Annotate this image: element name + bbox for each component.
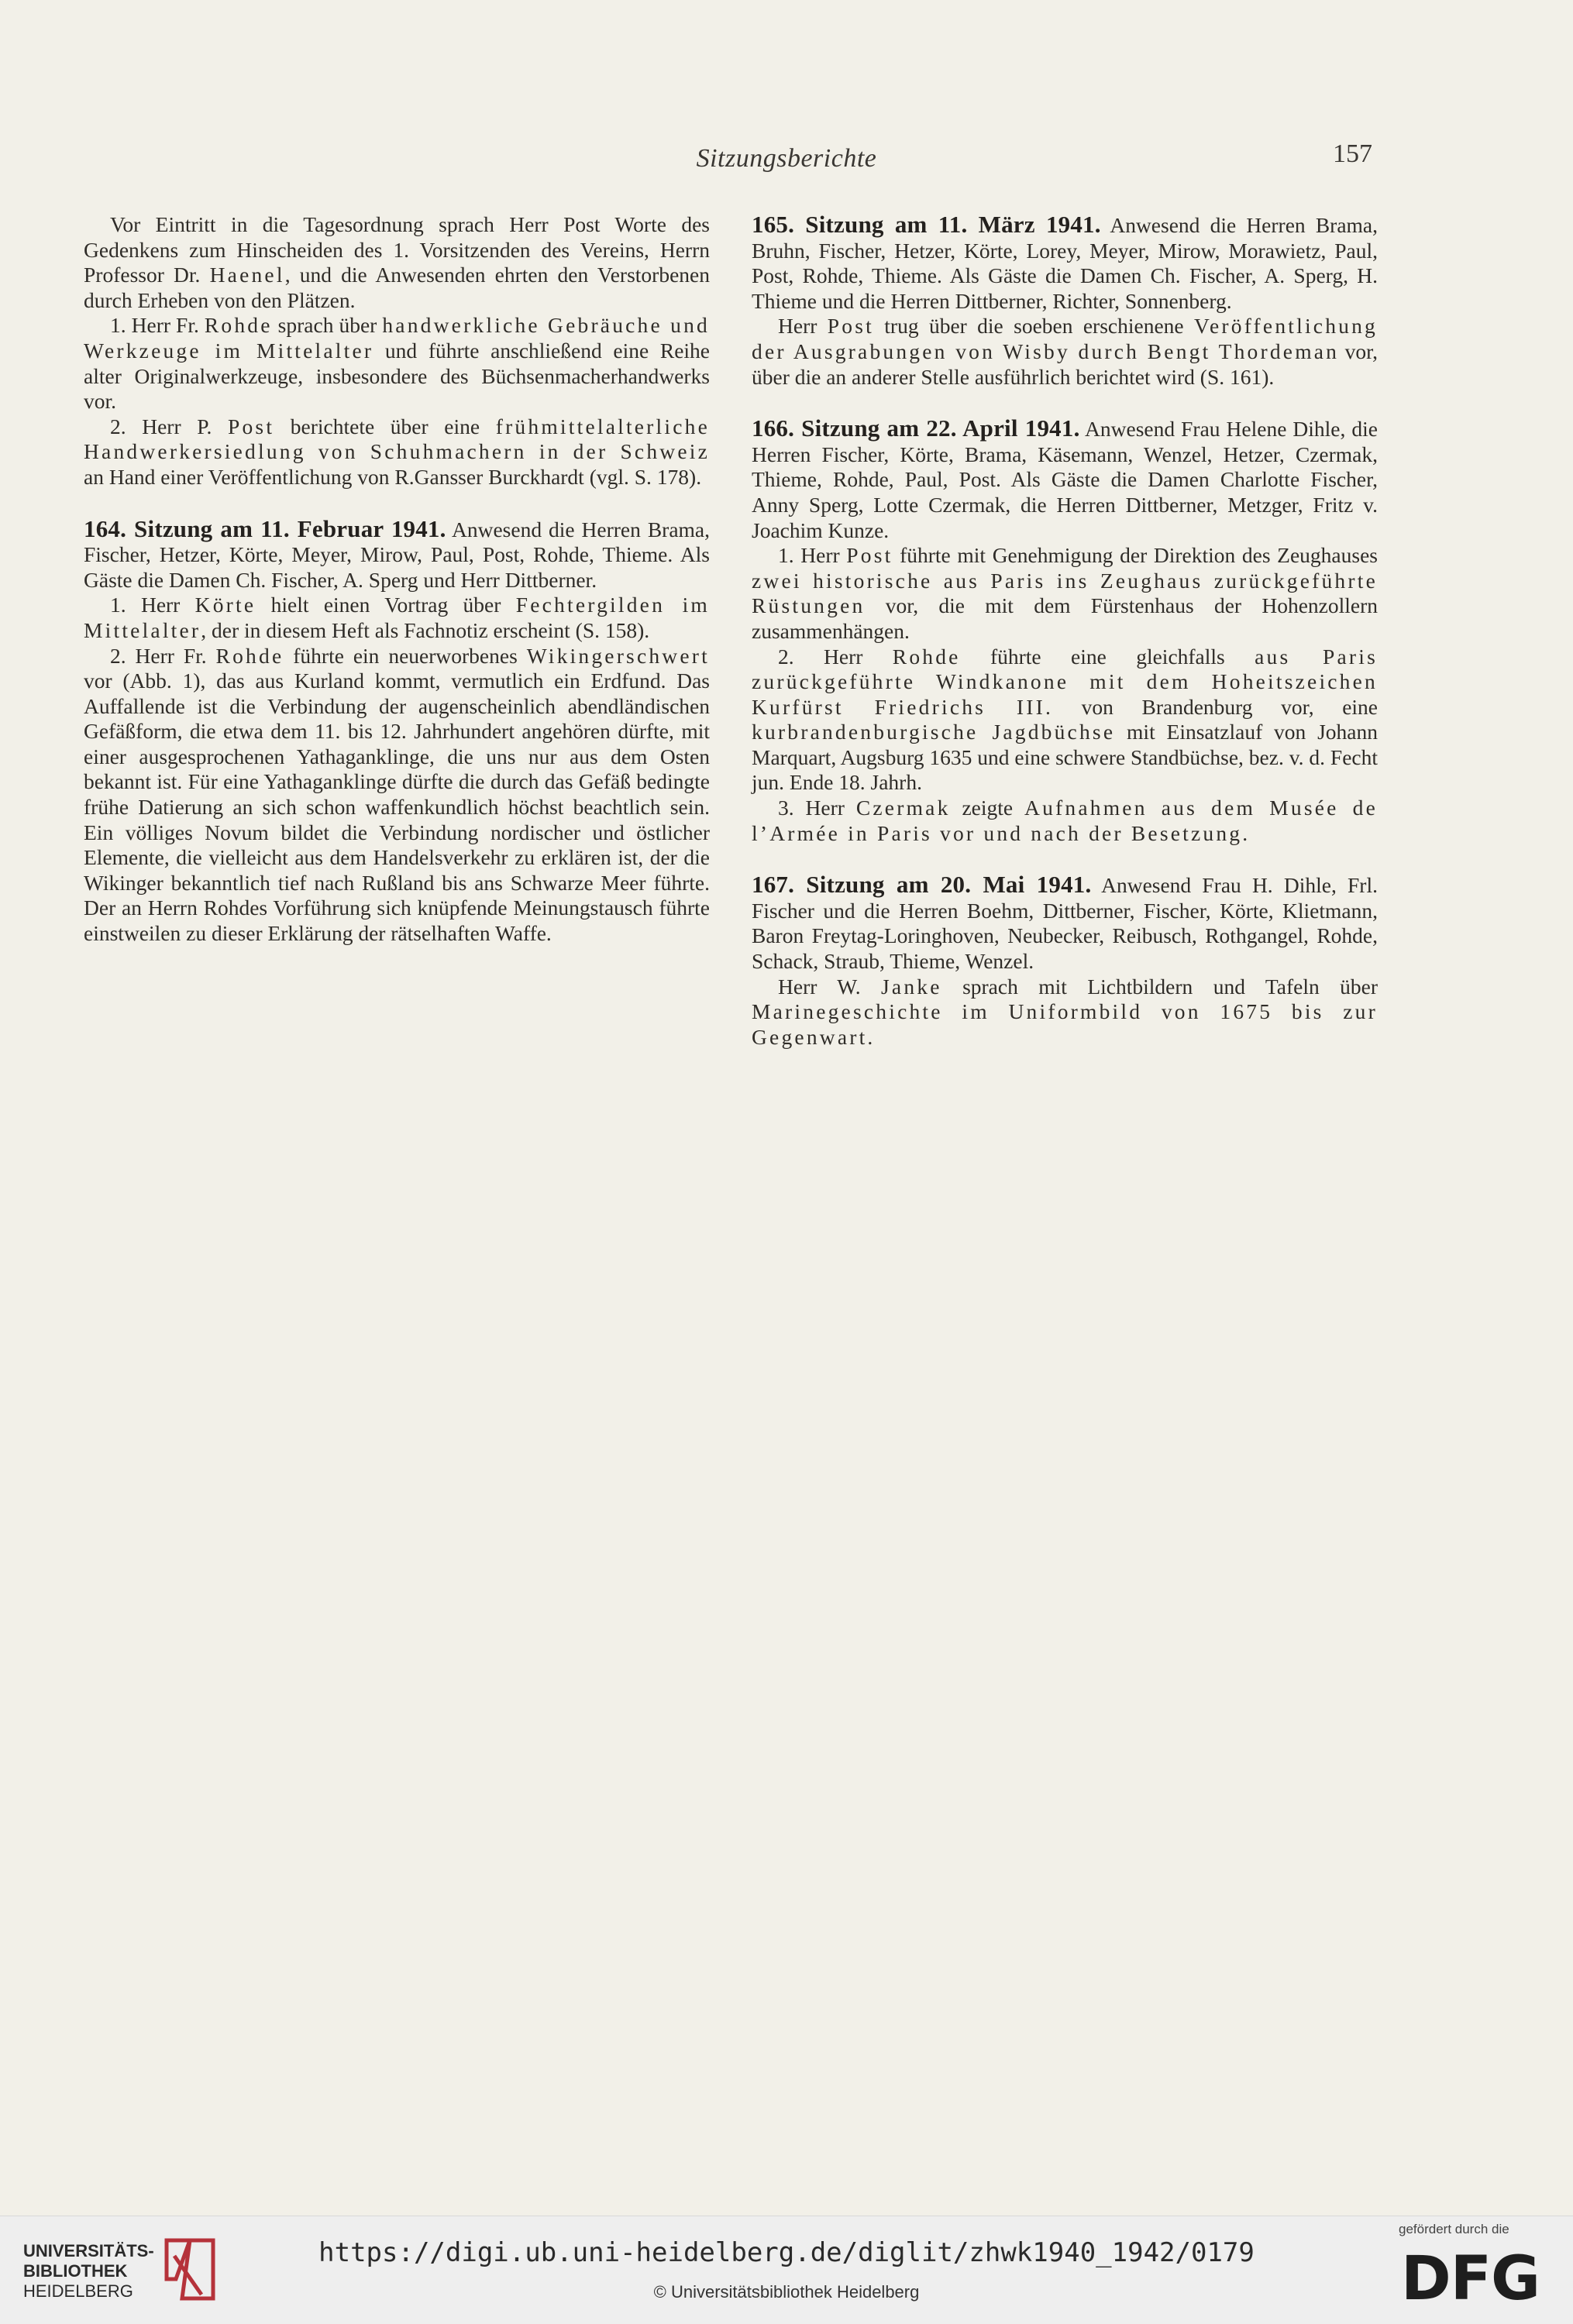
text: Herr bbox=[778, 314, 828, 339]
logo-line: HEIDELBERG bbox=[23, 2281, 133, 2301]
text: Vor Eintritt in die Tagesordnung sprach Herr Post Worte des Gedenkens zum Hinscheiden des 1. Vorsitzenden des Vereins, Herrn Professor Dr. bbox=[84, 212, 710, 287]
paragraph bbox=[752, 975, 1378, 1050]
lecture-topic: frühmittelalterliche Handwerkersiedlung von Schuhmachern in der Schweiz bbox=[84, 414, 710, 464]
funding-label: gefördert durch die bbox=[1399, 2222, 1509, 2236]
text: 1. Herr bbox=[110, 593, 195, 617]
viewer-footer bbox=[0, 2216, 1573, 2324]
person-name: Rohde bbox=[215, 643, 284, 668]
text: vor, über die an anderer Stelle ausführlich berichtet wird (S. 161). bbox=[752, 339, 1378, 389]
text: vor (Abb. 1), das aus Kurland kommt, vermutlich ein Erdfund. Das Auffallende ist die Verbindung der augenscheinlich abendländischen Gefäßform, die etwa dem 11. bis 12. Jahrhundert angehören dürfte, mit einer ausgesprochenen Yathaganklinge, die uns nur aus dem Osten bekannt ist. Für eine Yathaganklinge dürfte die durch das Gefäß bedingte frühe Datierung an sich schon waffenkundlich höchst beachtlich sein. Ein völliges Novum bildet die Verbindung nordischer und östlicher Elemente, die vielleicht aus dem Handelsverkehr zu erklären ist, der die Wikinger bekanntlich tief nach Rußland bis ans Schwarze Meer führte. Der an Herrn Rohdes Vorführung sich knüpfende Meinungstausch führte einstweilen zu dieser Erklärung der rätselhaften Waffe. bbox=[84, 669, 710, 946]
text: 1. Herr Fr. bbox=[110, 313, 205, 338]
session-164 bbox=[84, 514, 710, 593]
running-title: Sitzungsberichte bbox=[696, 144, 877, 173]
text: zeigte bbox=[950, 796, 1025, 820]
session-heading: 166. Sitzung am 22. April 1941. bbox=[752, 414, 1080, 442]
text: 1. Herr bbox=[778, 543, 847, 568]
person-name: Czermak bbox=[855, 796, 951, 820]
lecture-topic: handwerkliche Gebräuche und Werkzeuge im Mittelalter bbox=[84, 313, 710, 363]
lecture-topic: aus Paris zurückgeführte Windkanone mit dem Hoheitszeichen Kurfürst Friedrichs III. bbox=[752, 644, 1378, 719]
left-column bbox=[84, 212, 710, 947]
paragraph bbox=[84, 644, 710, 947]
text: , der in diesem Heft als Fachnotiz erscheint (S. 158). bbox=[201, 617, 650, 642]
session-heading: 164. Sitzung am 11. Februar 1941. bbox=[84, 514, 446, 542]
person-name: Janke bbox=[881, 974, 942, 999]
attendees: Anwesend die Herren Brama, Fischer, Hetzer, Körte, Meyer, Mirow, Paul, Post, Rohde, Thieme. Als Gäste die Damen Ch. Fischer, A. Sperg und Herr Dittberner. bbox=[84, 517, 710, 592]
text: trug über die soeben erschienene bbox=[873, 314, 1194, 339]
session-heading: 167. Sitzung am 20. Mai 1941. bbox=[752, 871, 1092, 899]
text: , und die Anwesenden ehrten den Verstorbenen durch Erheben von den Plätzen. bbox=[84, 263, 710, 312]
paragraph bbox=[752, 543, 1378, 644]
paragraph bbox=[752, 645, 1378, 796]
lecture-topic: Wikingerschwert bbox=[526, 643, 710, 668]
paragraph bbox=[752, 314, 1378, 390]
person-name: Haenel bbox=[209, 263, 285, 287]
text: sprach über bbox=[272, 313, 383, 338]
lecture-topic: kurbrandenburgische Jagdbüchse bbox=[752, 720, 1116, 744]
text: und führte anschließend eine Reihe alter Originalwerkzeuge, insbesondere des Büchsenmacherhandwerks vor. bbox=[84, 338, 710, 414]
lecture-topic: zwei historische aus Paris ins Zeughaus zurückgeführte Rüstungen bbox=[752, 568, 1378, 618]
text: 2. Herr P. bbox=[110, 414, 228, 438]
lecture-topic: Veröffentlichung der Ausgrabungen von Wisby durch Bengt Thordeman bbox=[752, 314, 1378, 363]
copyright-notice: © Universitätsbibliothek Heidelberg bbox=[653, 2282, 920, 2302]
permalink-url[interactable]: https://digi.ub.uni-heidelberg.de/diglit/zhwk1940_1942/0179 bbox=[318, 2237, 1255, 2268]
attendees: Anwesend Frau Helene Dihle, die Herren Fischer, Körte, Brama, Käsemann, Wenzel, Hetzer, Czermak, Thieme, Rohde, Paul, Post. Als Gäste die Damen Charlotte Fischer, Anny Sperg, Lotte Czermak, die Herren Dittberner, Metzger, Fritz v. Joachim Kunze. bbox=[752, 417, 1378, 542]
text: von Brandenburg vor, eine bbox=[1053, 694, 1378, 719]
paragraph bbox=[752, 796, 1378, 846]
attendees: Anwesend die Herren Brama, Bruhn, Fischer, Hetzer, Körte, Lorey, Meyer, Mirow, Morawietz, Paul, Post, Rohde, Thieme. Als Gäste die Damen Ch. Fischer, A. Sperg, H. Thieme und die Herren Dittberner, Richter, Sonnenberg. bbox=[752, 213, 1378, 313]
text: führte mit Genehmigung der Direktion des Zeughauses bbox=[893, 543, 1378, 568]
dfg-logo bbox=[1401, 2245, 1544, 2307]
text: Herr W. bbox=[778, 974, 882, 999]
text: mit Einsatzlauf von Johann Marquart, Augsburg 1635 und eine schwere Standbüchse, bez. v. d. Fecht jun. Ende 18. Jahrh. bbox=[752, 720, 1379, 795]
lecture-topic: Marinegeschichte im Uniformbild von 1675 bis zur Gegenwart. bbox=[752, 999, 1378, 1049]
text: an Hand einer Veröffentlichung von R.Gansser Burckhardt (vgl. S. 178). bbox=[84, 464, 702, 489]
text: hielt einen Vortrag über bbox=[256, 593, 516, 617]
paragraph bbox=[84, 212, 710, 313]
lecture-topic: Aufnahmen aus dem Musée de l’Armée in Paris vor und nach der Besetzung. bbox=[752, 796, 1379, 845]
dfg-logo-text: DFG bbox=[1401, 2245, 1540, 2307]
text: 2. Herr bbox=[778, 644, 893, 669]
right-column bbox=[752, 212, 1378, 1050]
session-heading: 165. Sitzung am 11. März 1941. bbox=[752, 211, 1101, 238]
text: führte eine gleichfalls bbox=[960, 644, 1255, 669]
session-166 bbox=[752, 416, 1378, 543]
paragraph bbox=[84, 593, 710, 643]
logo-line: UNIVERSITÄTS- bbox=[23, 2241, 154, 2260]
text: berichtete über eine bbox=[274, 414, 496, 438]
person-name: Rohde bbox=[204, 313, 273, 338]
session-167 bbox=[752, 872, 1378, 974]
paragraph bbox=[84, 313, 710, 414]
text: vor, die mit dem Fürstenhaus der Hohenzollern zusammenhängen. bbox=[752, 593, 1378, 643]
person-name: Post bbox=[227, 414, 275, 438]
paragraph bbox=[84, 414, 710, 490]
session-165 bbox=[752, 212, 1378, 314]
text: sprach mit Lichtbildern und Tafeln über bbox=[941, 974, 1378, 999]
page-number: 157 bbox=[1333, 139, 1372, 168]
logo-line: BIBLIOTHEK bbox=[23, 2261, 128, 2281]
person-name: Körte bbox=[194, 593, 256, 617]
text: 2. Herr Fr. bbox=[110, 643, 216, 668]
text: 3. Herr bbox=[778, 796, 856, 820]
person-name: Post bbox=[827, 314, 874, 339]
person-name: Post bbox=[846, 543, 893, 568]
text: führte ein neuerworbenes bbox=[284, 643, 527, 668]
attendees: Anwesend Frau H. Dihle, Frl. Fischer und die Herren Boehm, Dittberner, Fischer, Körte, Klietmann, Baron Freytag-Loringhoven, Neubecker, Reibusch, Rothgangel, Rohde, Schack, Straub, Thieme, Wenzel. bbox=[752, 873, 1378, 974]
lecture-topic: Fechtergilden im Mittelalter bbox=[84, 593, 710, 642]
person-name: Rohde bbox=[892, 644, 961, 669]
